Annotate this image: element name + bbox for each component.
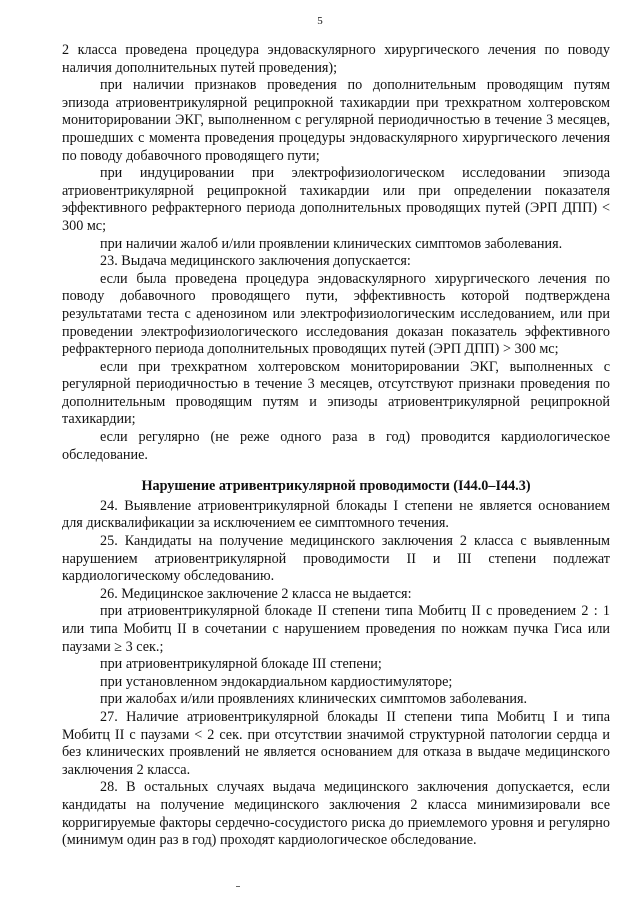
paragraph-criterion: при атриовентрикулярной блокаде II степени типа Мобитц II с проведением 2 : 1 или типа Мобитц II в сочетании с нарушением проведения по ножкам пучка Гиса или паузами ≥ 3 сек.; <box>62 603 610 655</box>
paragraph-clause-26: 26. Медицинское заключение 2 класса не выдается: <box>100 585 412 602</box>
paragraph-criterion: если регулярно (не реже одного раза в год) проводится кардиологическое обследование. <box>62 429 610 463</box>
paragraph-criterion: при установленном эндокардиальном кардиостимуляторе; <box>100 673 453 690</box>
paragraph-clause-28: 28. В остальных случаях выдача медицинского заключения допускается, если кандидаты на получение медицинского заключения 2 класса минимизировали все корригируемые факторы сердечно-сосудистого риска до приемлемого уровня и регулярно (минимум один раз в год) проходят кардиологическое обследование. <box>62 779 610 849</box>
paragraph-criterion: при жалобах и/или проявлениях клинических симптомов заболевания. <box>100 691 528 708</box>
section-heading: Нарушение атривентрикулярной проводимости (I44.0–I44.3) <box>141 478 531 495</box>
paragraph-criterion: если была проведена процедура эндоваскулярного хирургического лечения по поводу добавочного проводящего пути, эффективность которой подтверждена результатами теста с аденозином или электрофизиологическим исследованием, или при проведении электрофизиологического исследования доказан показатель эффективного рефрактерного периода дополнительных проводящих путей (ЭРП ДПП) > 300 мс; <box>62 270 610 358</box>
paragraph-clause-27: 27. Наличие атриовентрикулярной блокады II степени типа Мобитц I и типа Мобитц II с паузами < 2 сек. при отсутствии значимой структурной патологии сердца и без клинических проявлений не является основанием для отказа в выдаче медицинского заключения 2 класса. <box>62 708 610 778</box>
document-body <box>62 42 610 850</box>
paragraph-clause-23: 23. Выдача медицинского заключения допускается: <box>100 253 411 270</box>
paragraph-criterion: при атриовентрикулярной блокаде III степени; <box>100 656 382 673</box>
paragraph-criterion: при наличии жалоб и/или проявлении клинических симптомов заболевания. <box>100 235 563 252</box>
paragraph-criterion: при индуцировании при электрофизиологическом исследовании эпизода атриовентрикулярной реципрокной тахикардии или при определении показателя эффективного рефрактерного периода дополнительных проводящих путей (ЭРП ДПП) < 300 мс; <box>62 165 610 234</box>
paragraph-clause-25: 25. Кандидаты на получение медицинского заключения 2 класса с выявленным нарушением атриовентрикулярной проводимости II и III степени подлежат кардиологическому обследованию. <box>62 533 610 585</box>
paragraph-criterion: если при трехкратном холтеровском мониторировании ЭКГ, выполненных с регулярной периодичностью в течение 3 месяцев, отсутствуют признаки проведения по дополнительным проводящим путям и эпизоды атриовентрикулярной реципрокной тахикардии; <box>62 358 610 428</box>
paragraph-continuation: 2 класса проведена процедура эндоваскулярного хирургического лечения по поводу наличия дополнительных путей проведения); <box>62 42 610 76</box>
page-number: 5 <box>317 15 323 27</box>
paragraph-criterion: при наличии признаков проведения по дополнительным проводящим путям эпизода атриовентрикулярной реципрокной тахикардии при трехкратном холтеровском мониторировании ЭКГ, выполненном с регулярной периодичностью в течение 3 месяцев, прошедших с момента проведения процедуры эндоваскулярного хирургического лечения по поводу добавочного проводящего пути; <box>62 77 610 164</box>
paragraph-clause-24: 24. Выявление атриовентрикулярной блокады I степени не является основанием для дисквалификации за исключением ее симптомного течения. <box>62 497 610 532</box>
scan-artifact-mark <box>236 886 240 887</box>
